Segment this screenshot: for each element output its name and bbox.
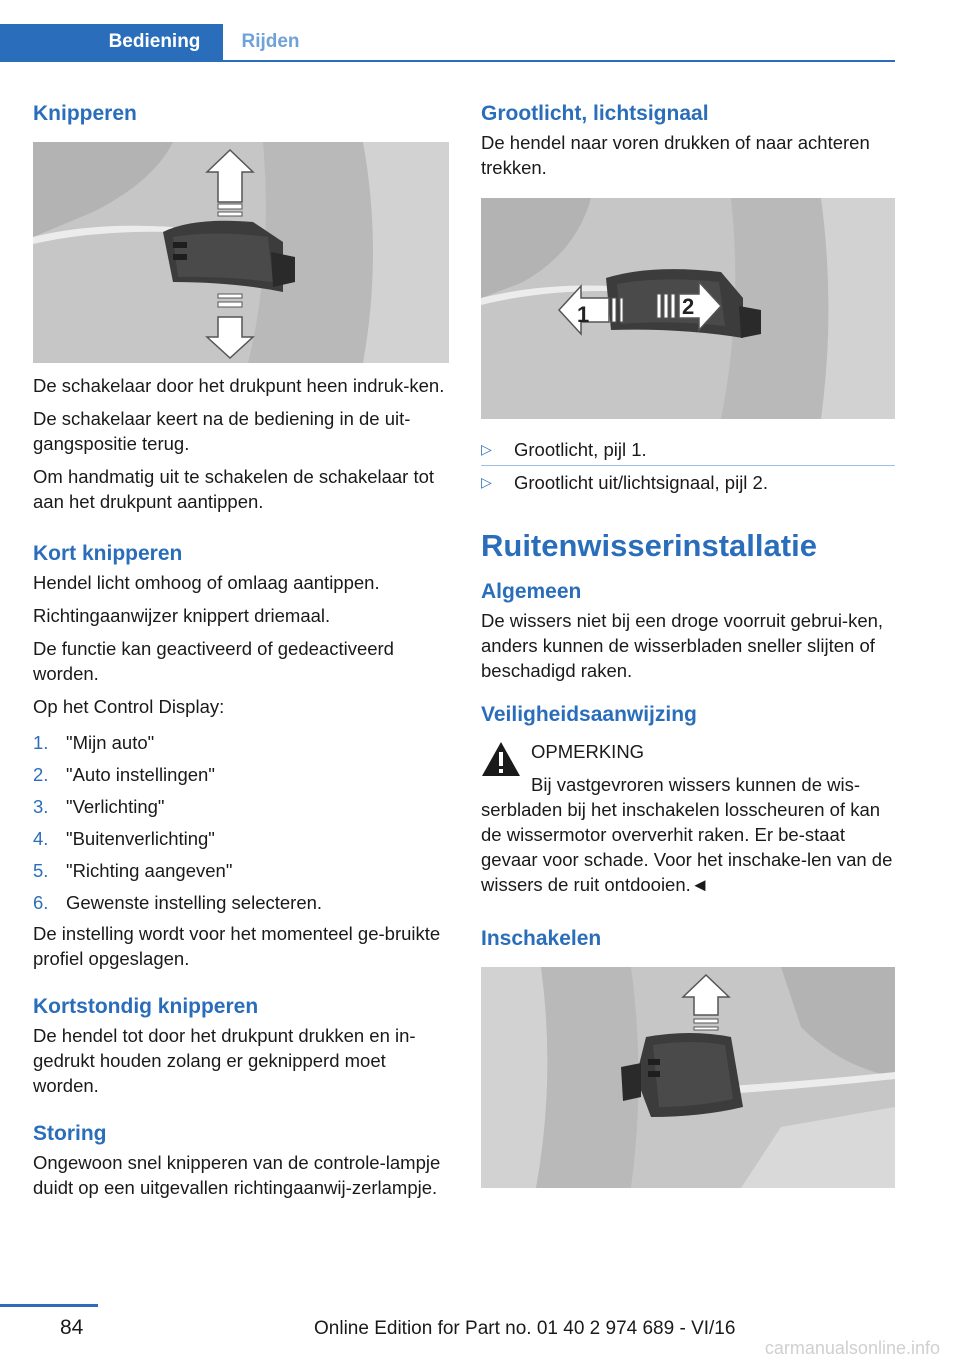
page-number: 84	[60, 1316, 84, 1339]
paragraph: Ongewoon snel knipperen van de controle-lampje duidt op een uitgevallen richtingaanwij-zerlampje.	[33, 1152, 441, 1198]
warning-block	[481, 739, 895, 897]
triangle-bullet-icon: ▷	[481, 441, 492, 457]
list-item: 3. "Verlichting"	[33, 796, 165, 817]
list-item: ▷ Grootlicht uit/lichtsignaal, pijl 2.	[481, 472, 768, 493]
list-item: 6. Gewenste instelling selecteren.	[33, 892, 323, 913]
paragraph: De wissers niet bij een droge voorruit gebrui-ken, anders kunnen de wisserbladen sneller slijten of beschadigd raken.	[481, 610, 884, 681]
paragraph: Om handmatig uit te schakelen de schakelaar tot aan het drukpunt aantippen.	[33, 466, 435, 512]
tab-bediening[interactable]: Bediening	[0, 24, 223, 60]
section-title-kort-knipperen: Kort knipperen	[33, 542, 183, 565]
list-item: 2. "Auto instellingen"	[33, 764, 215, 785]
figure-wiper-lever	[481, 967, 895, 1188]
section-title-knipperen: Knipperen	[33, 102, 137, 125]
list-item: 4. "Buitenverlichting"	[33, 828, 215, 849]
section-title-storing: Storing	[33, 1122, 107, 1145]
right-column	[481, 100, 895, 1188]
figure-high-beam-lever	[481, 198, 895, 419]
paragraph: De instelling wordt voor het momenteel ge-bruikte profiel opgeslagen.	[33, 923, 441, 969]
chapter-tabs	[0, 24, 895, 62]
steps-list	[33, 727, 449, 919]
list-item: 5. "Richting aangeven"	[33, 860, 233, 881]
arrow-label-1: 1	[577, 302, 590, 327]
paragraph: De hendel naar voren drukken of naar achteren trekken.	[481, 132, 870, 178]
list-item: ▷ Grootlicht, pijl 1.	[481, 433, 895, 466]
edition-text: Online Edition for Part no. 01 40 2 974 689 - VI/16	[314, 1318, 736, 1339]
paragraph: De schakelaar door het drukpunt heen indruk-ken.	[33, 375, 445, 396]
triangle-bullet-icon: ▷	[481, 474, 492, 490]
watermark: carmanualsonline.info	[764, 1338, 940, 1358]
bullet-list	[481, 433, 895, 498]
paragraph: De hendel tot door het drukpunt drukken en in-gedrukt houden zolang er geknipperd moet worden.	[33, 1025, 416, 1096]
footer-rule	[0, 1304, 98, 1307]
section-title-grootlicht: Grootlicht, lichtsignaal	[481, 102, 709, 125]
section-title-algemeen: Algemeen	[481, 580, 582, 603]
paragraph: Richtingaanwijzer knippert driemaal.	[33, 605, 331, 626]
left-column	[33, 100, 449, 1200]
arrow-label-2: 2	[682, 294, 695, 319]
paragraph: Op het Control Display:	[33, 696, 225, 717]
warning-text: Bij vastgevroren wissers kunnen de wis-serbladen bij het inschakelen losscheuren of kan de wissermotor oververhit raken. Er be-staat gevaar voor schade. Voor het inschake-len van de wissers de ruit ontdooien.◄	[481, 774, 893, 895]
section-title-veiligheidsaanwijzing: Veiligheidsaanwijzing	[481, 703, 697, 726]
section-title-kortstondig-knipperen: Kortstondig knipperen	[33, 995, 259, 1018]
paragraph: Hendel licht omhoog of omlaag aantippen.	[33, 572, 380, 593]
chapter-heading-ruitenwisserinstallatie: Ruitenwisserinstallatie	[481, 528, 817, 563]
list-item: 1. "Mijn auto"	[33, 732, 155, 753]
paragraph: De schakelaar keert na de bediening in de uit-gangspositie terug.	[33, 408, 411, 454]
tab-rijden[interactable]: Rijden	[241, 31, 300, 52]
warning-icon	[481, 741, 521, 777]
warning-title: OPMERKING	[531, 741, 645, 762]
paragraph: De functie kan geactiveerd of gedeactiveerd worden.	[33, 638, 394, 684]
figure-turn-signal-lever	[33, 142, 449, 363]
section-title-inschakelen: Inschakelen	[481, 927, 602, 950]
